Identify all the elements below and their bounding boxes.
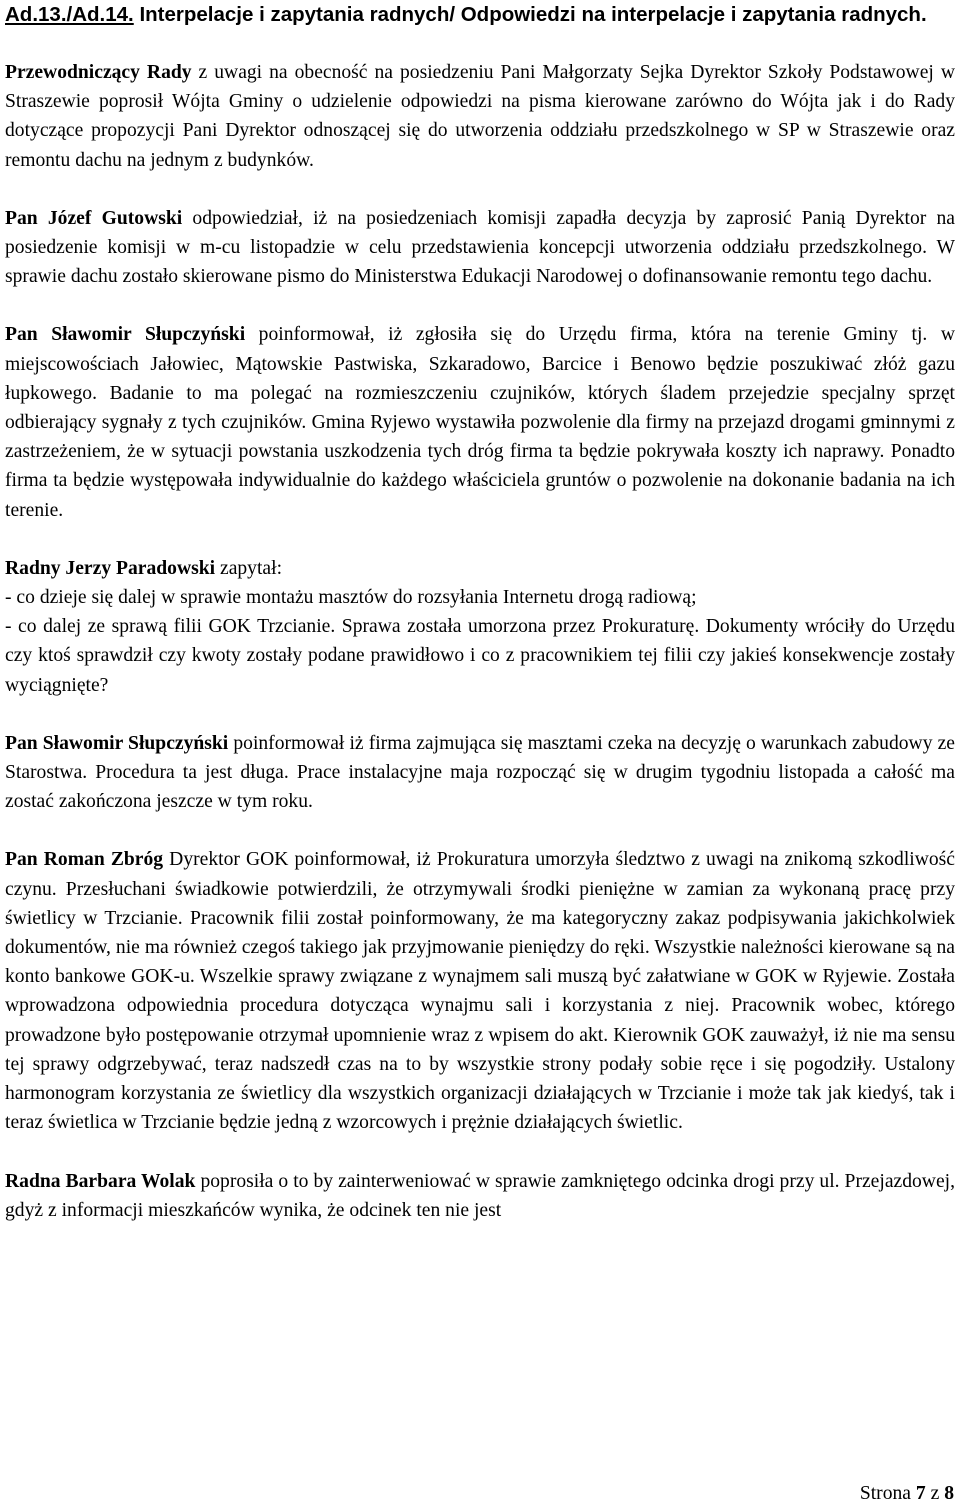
section-title: Interpelacje i zapytania radnych/ Odpowiedzi na interpelacje i zapytania radnych. bbox=[133, 3, 927, 26]
speaker-name: Przewodniczący Rady bbox=[5, 62, 192, 83]
section-heading bbox=[5, 0, 955, 29]
question-item: - co dzieje się dalej w sprawie montażu masztów do rozsyłania Internetu drogą radiową; bbox=[5, 587, 697, 609]
page-number-prefix: Strona bbox=[859, 1483, 916, 1504]
paragraph-wolak bbox=[5, 1167, 955, 1225]
paragraph-text: zapytał: bbox=[215, 557, 283, 579]
paragraph-slupczynski-2 bbox=[5, 729, 955, 817]
paragraph-text: z uwagi na obecność na posiedzeniu Pani Małgorzaty Sejka Dyrektor Szkoły Podstawowej w Straszewie poprosił Wójta Gminy o udzielenie odpowiedzi na pisma kierowane zarówno do Wójta jak i do Rady dotyczące propozycji Pani Dyrektor odnoszącej się do utworzenia oddziału przedszkolnego w SP w Straszewie oraz remontu dachu na jednym z budynków. bbox=[5, 62, 955, 171]
paragraph-text: poinformował iż firma zajmująca się masztami czeka na decyzję o warunkach zabudowy ze Starostwa. Procedura ta jest długa. Prace instalacyjne maja rozpocząć się w drugim tygodniu listopada a całość ma zostać zakończona jeszcze w tym roku. bbox=[5, 732, 955, 813]
paragraph-text: poprosiła o to by zainterweniować w sprawie zamkniętego odcinka drogi przy ul. Przejazdowej, gdyż z informacji mieszkańców wynika, że odcinek ten nie jest bbox=[5, 1170, 955, 1221]
speaker-name: Radna Barbara Wolak bbox=[5, 1170, 196, 1192]
paragraph-slupczynski-1 bbox=[5, 320, 955, 524]
question-item: - co dalej ze sprawą filii GOK Trzcianie. Sprawa została umorzona przez Prokuraturę. Dokumenty wróciły do Urzędu czy ktoś sprawdził czy kwoty zostały podane prawidłowo i co z pracownikiem tej filii czy jakieś konsekwencje zostały wyciągnięte? bbox=[5, 616, 955, 696]
paragraph-chairman bbox=[5, 58, 955, 175]
speaker-name: Radny Jerzy Paradowski bbox=[5, 557, 216, 579]
page-number-middle: z bbox=[925, 1483, 945, 1504]
document-page bbox=[5, 0, 955, 1225]
page-number-total: 8 bbox=[944, 1483, 954, 1504]
paragraph-paradowski bbox=[5, 554, 955, 700]
page-number bbox=[860, 1479, 954, 1508]
paragraph-text: poinformował, iż zgłosiła się do Urzędu firma, która na terenie Gminy tj. w miejscowościach Jałowiec, Mątowskie Pastwiska, Szkaradowo, Barcice i Benowo będzie poszukiwać złóż gazu łupkowego. Badanie to ma polegać na rozmieszczeniu czujników, których śladem przejedzie specjalny sprzęt odbierający sygnały z tych czujników. Gmina Ryjewo wystawiła pozwolenie dla firmy na przejazd drogami gminnymi z zastrzeżeniem, że w sytuacji powstania uszkodzenia tych dróg firma ta będzie pokrywała koszty ich naprawy. Ponadto firma ta będzie występowała indywidualnie do każdego właściciela gruntów o pozwolenie na dokonanie badania na ich terenie. bbox=[5, 324, 956, 521]
speaker-name: Pan Sławomir Słupczyński bbox=[5, 732, 229, 754]
speaker-name: Pan Józef Gutowski bbox=[5, 207, 183, 229]
page-number-current: 7 bbox=[915, 1483, 926, 1504]
paragraph-text: Dyrektor GOK poinformował, iż Prokuratura umorzyła śledztwo z uwagi na znikomą szkodliwość czynu. Przesłuchani świadkowie potwierdzili, że otrzymywali środki pieniężne w zamian za wykonaną pracę przy świetlicy w Trzcianie. Pracownik filii został poinformowany, że ma kategoryczny zakaz podpisywania jakichkolwiek dokumentów, nie ma również czegoś takiego jak przyjmowanie pieniędzy do ręki. Wszystkie należności kierowane są na konto bankowe GOK-u. Wszelkie sprawy związane z wynajmem sali muszą być załatwiane w GOK w Ryjewie. Została wprowadzona odpowiednia procedura dotycząca wynajmu sali i korzystania z niej. Pracownik wobec, którego prowadzone było postępowanie otrzymał upomnienie wraz z wpisem do akt. Kierownik GOK zauważył, iż nie ma sensu tej sprawy odgrzebywać, teraz nadszedł czas na to by wszystkie strony podały sobie ręce i się pogodziły. Ustalony harmonogram korzystania ze świetlicy dla wszystkich organizacji działających w Trzcianie i może tak jak kiedyś, tak i teraz świetlica w Trzcianie będzie jedną z wzorcowych i prężnie działających świetlic. bbox=[5, 849, 955, 1134]
paragraph-text: odpowiedział, iż na posiedzeniach komisji zapadła decyzja by zaprosić Panią Dyrektor na posiedzenie komisji w m-cu listopadzie w celu przedstawienia koncepcji utworzenia oddziału przedszkolnego. W sprawie dachu zostało skierowane pismo do Ministerstwa Edukacji Narodowej o dofinansowanie remontu tego dachu. bbox=[5, 207, 956, 288]
agenda-item-ref: Ad.13./Ad.14. bbox=[5, 3, 134, 26]
speaker-name: Pan Sławomir Słupczyński bbox=[5, 324, 246, 346]
paragraph-zbrog bbox=[5, 845, 955, 1137]
paragraph-gutowski bbox=[5, 204, 955, 292]
speaker-name: Pan Roman Zbróg bbox=[5, 849, 164, 871]
